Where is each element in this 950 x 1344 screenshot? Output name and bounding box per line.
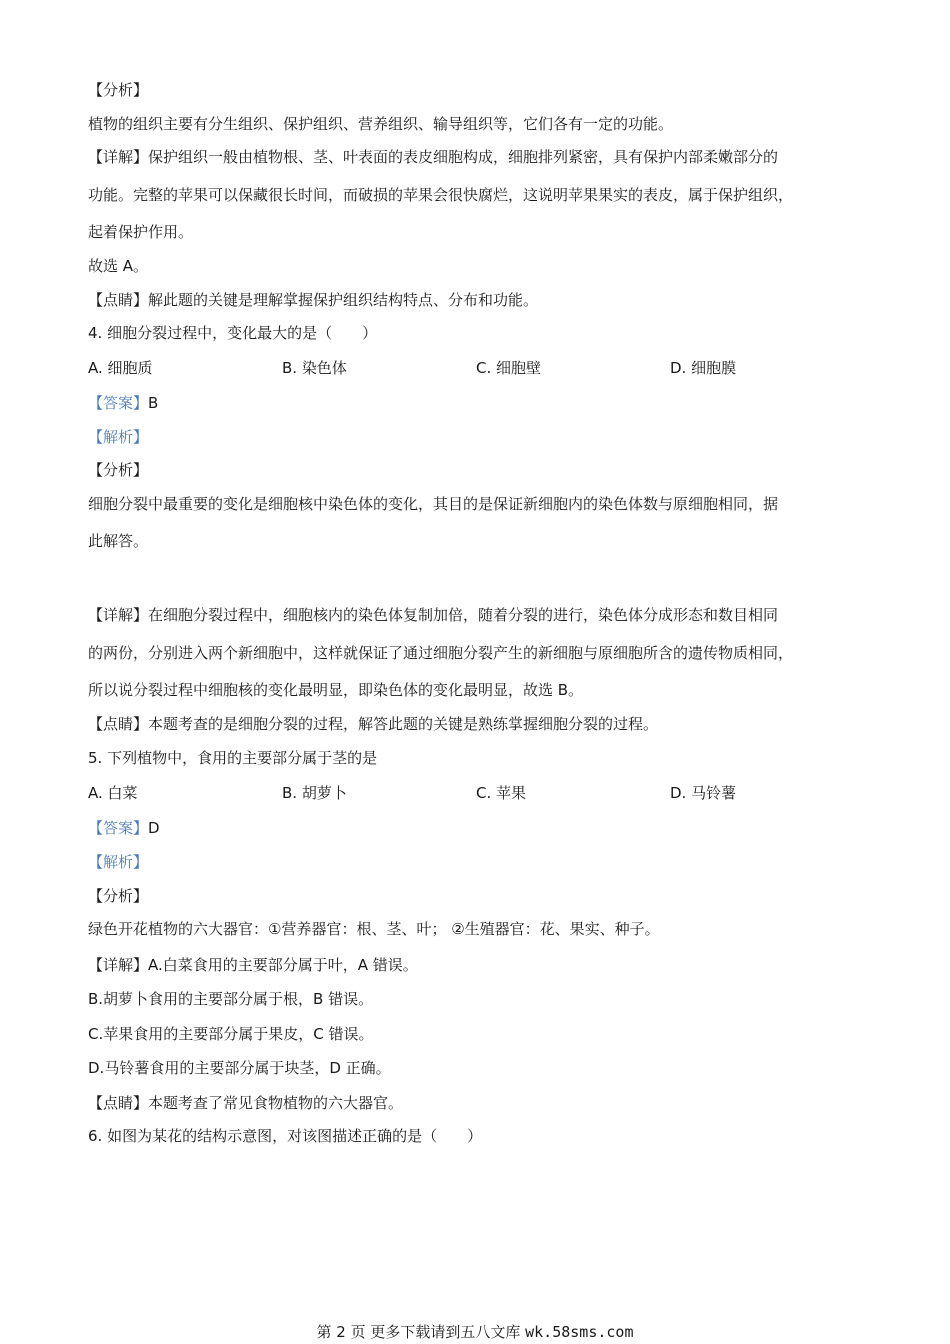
- q4-option-d: D. 细胞膜: [670, 359, 737, 377]
- q5-option-c: C. 苹果: [476, 784, 527, 802]
- q5-explanation-tag: 【解析】: [88, 853, 149, 871]
- question-4: 4. 细胞分裂过程中，变化最大的是（ ）: [88, 324, 378, 342]
- analysis-text: 植物的组织主要有分生组织、保护组织、营养组织、输导组织等，它们各有一定的功能。: [88, 115, 674, 133]
- q4-answer: [88, 393, 158, 413]
- detail-text-line-2: 功能。完整的苹果可以保藏很长时间，而破损的苹果会很快腐烂，这说明苹果果实的表皮，属于保护组织，: [88, 186, 794, 204]
- question-6: 6. 如图为某花的结构示意图，对该图描述正确的是（ ）: [88, 1127, 483, 1145]
- footer-site-link[interactable]: wk.58sms.com: [525, 1323, 634, 1341]
- q4-option-c: C. 细胞壁: [476, 359, 542, 377]
- q5-analysis-heading: 【分析】: [88, 887, 149, 905]
- q4-explanation-tag: 【解析】: [88, 428, 149, 446]
- q5-detail-line-2: B.胡萝卜食用的主要部分属于根，B 错误。: [88, 990, 374, 1008]
- q4-analysis-line-1: 细胞分裂中最重要的变化是细胞核中染色体的变化，其目的是保证新细胞内的染色体数与原细胞相同，据: [88, 495, 779, 513]
- q4-option-b: B. 染色体: [282, 359, 347, 377]
- q4-comment: 【点睛】本题考查的是细胞分裂的过程，解答此题的关键是熟练掌握细胞分裂的过程。: [88, 715, 659, 733]
- answer-value: D: [148, 819, 160, 837]
- q5-detail-line-4: D.马铃薯食用的主要部分属于块茎，D 正确。: [88, 1059, 391, 1077]
- comment-text: 【点睛】解此题的关键是理解掌握保护组织结构特点、分布和功能。: [88, 291, 539, 309]
- q5-option-a: A. 白菜: [88, 784, 138, 802]
- q5-comment: 【点睛】本题考查了常见食物植物的六大器官。: [88, 1094, 404, 1112]
- q4-analysis-heading: 【分析】: [88, 461, 149, 479]
- q5-detail-line-1: 【详解】A.白菜食用的主要部分属于叶，A 错误。: [88, 956, 418, 974]
- q4-analysis-line-2: 此解答。: [88, 532, 149, 550]
- q5-answer: [88, 818, 160, 838]
- q4-detail-line-3: 所以说分裂过程中细胞核的变化最明显，即染色体的变化最明显，故选 B。: [88, 681, 584, 699]
- detail-text-line-3: 起着保护作用。: [88, 223, 194, 241]
- footer-text: 第 2 页 更多下载请到五八文库: [316, 1323, 526, 1341]
- detail-text-line-1: 【详解】保护组织一般由植物根、茎、叶表面的表皮细胞构成，细胞排列紧密，具有保护内部柔嫩部分的: [88, 148, 779, 166]
- q5-option-b: B. 胡萝卜: [282, 784, 347, 802]
- q5-analysis-text: 绿色开花植物的六大器官：①营养器官：根、茎、叶； ②生殖器官：花、果实、种子。: [88, 920, 660, 938]
- q5-detail-line-3: C.苹果食用的主要部分属于果皮，C 错误。: [88, 1025, 374, 1043]
- question-5: 5. 下列植物中，食用的主要部分属于茎的是: [88, 749, 378, 767]
- q4-option-a: A. 细胞质: [88, 359, 153, 377]
- page-footer: [0, 1322, 950, 1342]
- q5-option-d: D. 马铃薯: [670, 784, 737, 802]
- q4-detail-line-1: 【详解】在细胞分裂过程中，细胞核内的染色体复制加倍，随着分裂的进行，染色体分成形态和数目相同: [88, 606, 779, 624]
- answer-tag: 【答案】: [88, 394, 149, 412]
- answer-value: B: [148, 394, 159, 412]
- answer-tag: 【答案】: [88, 819, 149, 837]
- analysis-heading: 【分析】: [88, 81, 149, 99]
- choice-statement: 故选 A。: [88, 257, 149, 275]
- q4-detail-line-2: 的两份，分别进入两个新细胞中，这样就保证了通过细胞分裂产生的新细胞与原细胞所含的遗传物质相同，: [88, 644, 794, 662]
